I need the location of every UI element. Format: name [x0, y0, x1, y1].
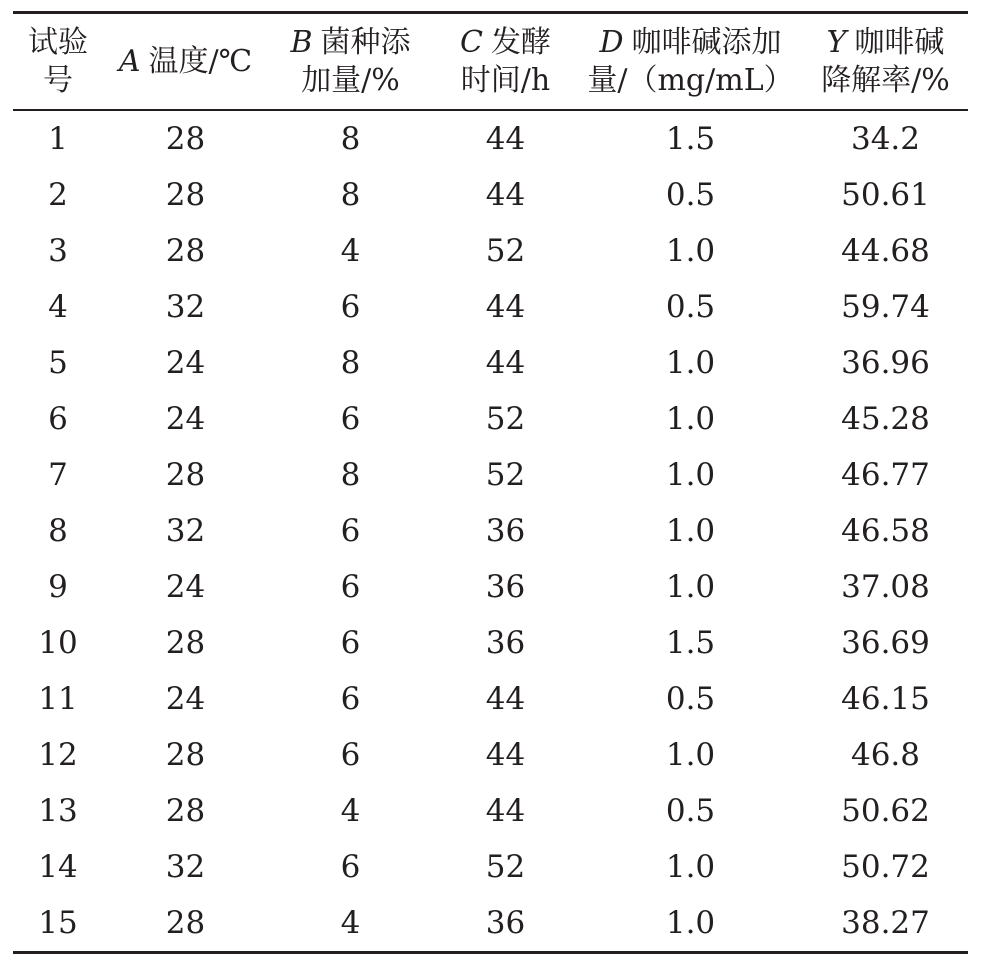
table-cell: 3: [48, 233, 68, 269]
table-cell: 6: [340, 625, 361, 661]
table-cell: 4: [340, 233, 361, 269]
column-header-text: 发酵: [490, 24, 551, 60]
table-body: [13, 110, 968, 953]
column-header-line: [433, 24, 578, 62]
table-row: [13, 335, 968, 391]
table-cell: 8: [340, 457, 361, 493]
table-cell: 37.08: [841, 569, 930, 605]
column-header-line: [803, 24, 968, 62]
column-header: [268, 13, 433, 111]
experiment-table: [13, 11, 968, 954]
table-cell: 1.0: [665, 457, 716, 493]
table-cell: 5: [48, 345, 68, 381]
table-cell: 2: [48, 177, 68, 213]
table-cell: 28: [165, 737, 206, 773]
table-cell: 12: [38, 737, 78, 773]
column-header-line: [268, 24, 433, 62]
header-row: [13, 13, 968, 111]
table-cell: 1.0: [665, 401, 716, 437]
table-cell: 44: [485, 793, 526, 829]
table-cell: 44: [485, 289, 526, 325]
table-cell: 44.68: [841, 233, 930, 269]
table-cell: 8: [48, 513, 68, 549]
table-cell: 44: [485, 737, 526, 773]
table-cell: 6: [340, 681, 361, 717]
table-cell: 4: [340, 793, 361, 829]
table-cell: 6: [340, 401, 361, 437]
table-cell: 52: [485, 457, 526, 493]
table-cell: 46.8: [850, 737, 921, 773]
table-cell: 34.2: [850, 121, 921, 157]
table-cell: 36.96: [841, 345, 930, 381]
table-cell: 28: [165, 905, 206, 941]
table-cell: 7: [48, 457, 68, 493]
column-header-text: 菌种添: [320, 24, 411, 60]
table-row: [13, 783, 968, 839]
table-cell: 1.5: [665, 625, 716, 661]
table-row: [13, 727, 968, 783]
column-header-text: 号: [43, 62, 73, 98]
table-cell: 59.74: [841, 289, 930, 325]
table-cell: 8: [340, 345, 361, 381]
table-cell: 46.77: [841, 457, 930, 493]
table-row: [13, 615, 968, 671]
table-cell: 1: [48, 121, 68, 157]
column-header-text: 量/（mg/mL）: [587, 62, 794, 98]
table-cell: 36: [485, 513, 526, 549]
table-cell: 28: [165, 177, 206, 213]
table-cell: 4: [340, 905, 361, 941]
table-cell: 1.0: [665, 737, 716, 773]
table-cell: 44: [485, 121, 526, 157]
table-cell: 1.0: [665, 345, 716, 381]
table-cell: 32: [165, 289, 206, 325]
table-cell: 36.69: [841, 625, 930, 661]
table-header: [13, 13, 968, 111]
column-header-text: 温度/℃: [148, 43, 253, 79]
table-cell: 9: [48, 569, 68, 605]
table-cell: 45.28: [841, 401, 930, 437]
table-cell: 6: [340, 513, 361, 549]
table-cell: 52: [485, 233, 526, 269]
column-header-line: [13, 24, 103, 62]
table-cell: 1.0: [665, 233, 716, 269]
table-cell: 28: [165, 233, 206, 269]
table-cell: 6: [340, 569, 361, 605]
column-variable: A: [118, 43, 141, 79]
table-cell: 28: [165, 457, 206, 493]
table-cell: 38.27: [841, 905, 930, 941]
column-header-text: 试验: [28, 24, 88, 60]
table-cell: 24: [165, 345, 206, 381]
table-row: [13, 447, 968, 503]
table-cell: 8: [340, 121, 361, 157]
table-cell: 52: [485, 849, 526, 885]
table-cell: 0.5: [665, 177, 716, 213]
table-cell: 15: [38, 905, 78, 941]
column-header-text: 咖啡碱添加: [631, 24, 782, 60]
column-variable: B: [290, 24, 313, 60]
table-cell: 28: [165, 793, 206, 829]
table-cell: 6: [340, 849, 361, 885]
table-cell: 1.0: [665, 513, 716, 549]
table-cell: 11: [38, 681, 78, 717]
table-cell: 6: [340, 289, 361, 325]
table-cell: 46.15: [841, 681, 930, 717]
table-cell: 0.5: [665, 289, 716, 325]
table-row: [13, 391, 968, 447]
table-cell: 32: [165, 513, 206, 549]
table-cell: 24: [165, 569, 206, 605]
table-row: [13, 503, 968, 559]
table-cell: 50.62: [841, 793, 930, 829]
table-cell: 0.5: [665, 681, 716, 717]
table-cell: 52: [485, 401, 526, 437]
table-cell: 36: [485, 569, 526, 605]
column-header-text: 时间/h: [460, 62, 551, 98]
column-header: [803, 13, 968, 111]
column-variable: Y: [826, 24, 847, 60]
column-header: [578, 13, 803, 111]
column-header: [433, 13, 578, 111]
column-header: [103, 13, 268, 111]
table-cell: 46.58: [841, 513, 930, 549]
table-cell: 10: [38, 625, 78, 661]
table-cell: 8: [340, 177, 361, 213]
table-cell: 24: [165, 401, 206, 437]
table-row: [13, 559, 968, 615]
table-cell: 36: [485, 625, 526, 661]
column-header-line: [578, 24, 803, 62]
table-row: [13, 839, 968, 895]
table-cell: 6: [340, 737, 361, 773]
table-cell: 44: [485, 177, 526, 213]
table-cell: 28: [165, 625, 206, 661]
column-header: [13, 13, 103, 111]
table-row: [13, 167, 968, 223]
column-header-text: 咖啡碱: [854, 24, 945, 60]
table-cell: 44: [485, 681, 526, 717]
table-cell: 1.0: [665, 569, 716, 605]
table-cell: 44: [485, 345, 526, 381]
table-cell: 50.72: [841, 849, 930, 885]
column-header-text: 加量/%: [301, 62, 400, 98]
table-cell: 1.0: [665, 849, 716, 885]
table-cell: 28: [165, 121, 206, 157]
table-row: [13, 895, 968, 953]
table-cell: 50.61: [841, 177, 930, 213]
table-cell: 24: [165, 681, 206, 717]
table-cell: 14: [38, 849, 78, 885]
column-header-text: 降解率/%: [821, 62, 950, 98]
table-row: [13, 223, 968, 279]
table-row: [13, 671, 968, 727]
table-cell: 1.0: [665, 905, 716, 941]
table-row: [13, 279, 968, 335]
table-cell: 1.5: [665, 121, 716, 157]
table-cell: 36: [485, 905, 526, 941]
table-cell: 32: [165, 849, 206, 885]
column-variable: D: [599, 24, 624, 60]
table-cell: 13: [38, 793, 78, 829]
table-cell: 0.5: [665, 793, 716, 829]
column-header-line: [103, 43, 268, 81]
column-variable: C: [460, 24, 483, 60]
table-cell: 6: [48, 401, 68, 437]
table-row: [13, 110, 968, 167]
table-cell: 4: [48, 289, 68, 325]
